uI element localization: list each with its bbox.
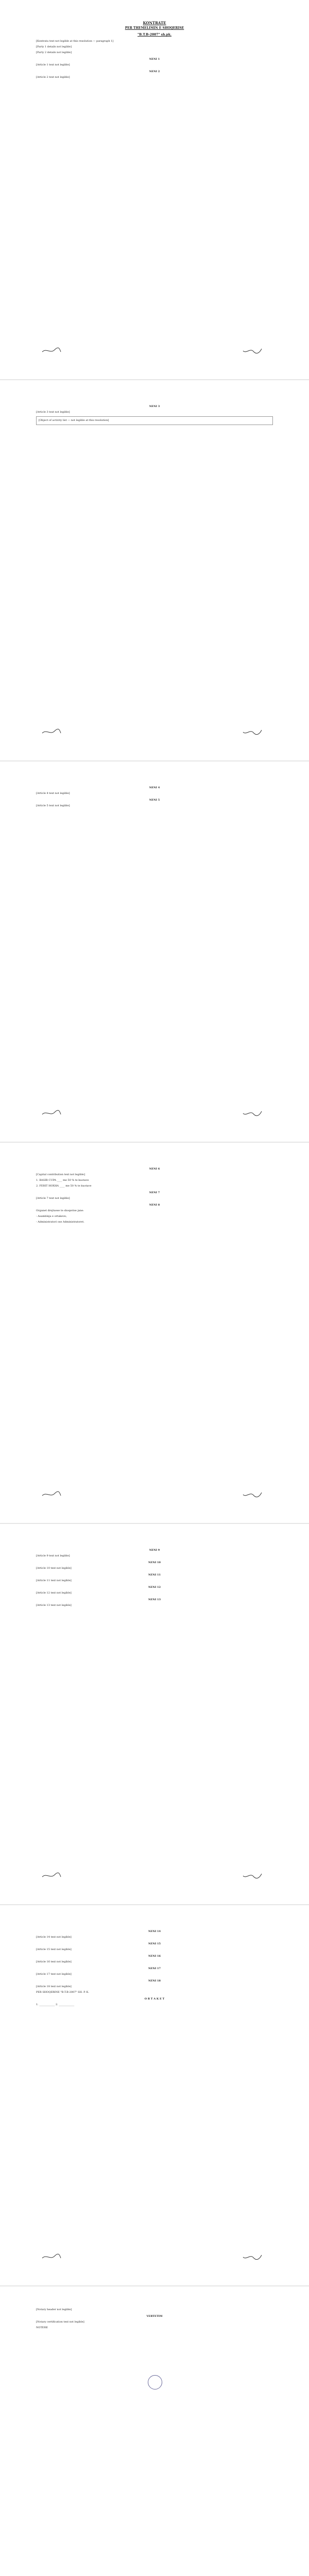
document-page xyxy=(0,0,309,377)
page-content xyxy=(36,1164,273,1226)
signature-mark xyxy=(242,1490,263,1497)
paragraph: [Article 1 text not legible] xyxy=(36,63,70,66)
paragraph: [Article 17 text not legible] xyxy=(36,1973,72,1976)
paragraph: [Article 14 text not legible] xyxy=(36,1936,72,1939)
paragraph: [Article 18 text not legible] xyxy=(36,1985,72,1988)
paragraph: [Capital contribution text not legible] xyxy=(36,1173,85,1176)
article-heading: NENI 10 xyxy=(148,1561,161,1564)
page-content xyxy=(36,21,273,81)
signature-mark xyxy=(41,346,62,353)
paragraph: [Article 10 text not legible] xyxy=(36,1567,72,1570)
document-subtitle: PER THEMELIMIN E SHOQERISE xyxy=(125,26,184,30)
article-heading: NENI 3 xyxy=(149,405,160,408)
signature-mark xyxy=(242,346,263,353)
document-page xyxy=(0,1906,309,2283)
paragraph: [Object of activity list — not legible at this resolution] xyxy=(36,416,273,425)
article-heading: NENI 9 xyxy=(149,1549,160,1552)
paragraph: NOTERE xyxy=(36,2326,48,2329)
article-heading: O R T A K E T xyxy=(144,1997,165,2001)
page-content xyxy=(36,1546,273,1609)
page-separator xyxy=(0,2285,309,2286)
article-heading: NENI 12 xyxy=(148,1586,161,1589)
page-content xyxy=(36,783,273,810)
article-heading: NENI 14 xyxy=(148,1930,161,1933)
paragraph: [Article 13 text not legible] xyxy=(36,1604,72,1607)
page-content xyxy=(36,1927,273,2009)
paragraph: [Article 2 text not legible] xyxy=(36,76,70,79)
paragraph: [Kontrata text not legible at this resolution — paragraph 1] xyxy=(36,40,114,43)
paragraph: [Party 2 details not legible] xyxy=(36,51,72,54)
paragraph: [Article 7 text not legible] xyxy=(36,1197,70,1200)
paragraph: [Article 12 text not legible] xyxy=(36,1591,72,1595)
article-heading: NENI 7 xyxy=(149,1191,160,1194)
signature-mark xyxy=(41,1109,62,1116)
article-heading: VERTETIM xyxy=(146,2315,163,2318)
paragraph: [Article 5 text not legible] xyxy=(36,804,70,807)
page-separator xyxy=(0,1142,309,1143)
page-separator xyxy=(0,760,309,761)
article-heading: NENI 4 xyxy=(149,786,160,789)
paragraph: [Article 3 text not legible] xyxy=(36,411,70,414)
paragraph: [Article 4 text not legible] xyxy=(36,792,70,795)
article-heading: NENI 11 xyxy=(148,1573,161,1577)
paragraph: [Notary certification text not legible] xyxy=(36,2320,84,2324)
paragraph: [Article 15 text not legible] xyxy=(36,1948,72,1951)
signature-mark xyxy=(41,727,62,735)
company-name: "B.T.B-2007" sh.pk. xyxy=(138,33,171,37)
article-heading: NENI 13 xyxy=(148,1598,161,1601)
article-heading: NENI 15 xyxy=(148,1942,161,1945)
paragraph: 1. BASIR CUPA ____ me 50 % te kuotave xyxy=(36,1179,89,1182)
page-separator xyxy=(0,1523,309,1524)
paragraph: [Article 16 text not legible] xyxy=(36,1960,72,1963)
page-separator xyxy=(0,1904,309,1905)
paragraph: PER SHOQERINE "B.T.B-2007" SH. P. K. xyxy=(36,1991,89,1994)
notary-stamp-icon xyxy=(148,2375,162,2389)
signature-mark xyxy=(242,1871,263,1878)
paragraph: [Article 9 text not legible] xyxy=(36,1554,70,1557)
article-heading: NENI 17 xyxy=(148,1967,161,1970)
page-content xyxy=(36,2308,273,2332)
paragraph: 1. ____________ 2. ____________ xyxy=(36,2003,75,2006)
article-heading: NENI 1 xyxy=(149,58,160,61)
paragraph: 2. FERIT HOXHA ____ me 50 % te kuotave xyxy=(36,1184,92,1188)
page-separator xyxy=(0,379,309,380)
article-heading: NENI 18 xyxy=(148,1979,161,1982)
article-heading: NENI 2 xyxy=(149,70,160,73)
document-page xyxy=(0,1525,309,1902)
paragraph: - Asambleja e ortakeve; xyxy=(36,1215,67,1218)
document-page xyxy=(0,381,309,758)
document-page xyxy=(0,762,309,1140)
paragraph: [Article 11 text not legible] xyxy=(36,1579,72,1582)
paragraph: [Party 1 details not legible] xyxy=(36,45,72,48)
document-page xyxy=(0,1144,309,1521)
document-title: KONTRATE xyxy=(143,21,166,25)
signature-mark xyxy=(41,1871,62,1878)
paragraph: Organet drejtuese te shoqerise jane: xyxy=(36,1209,84,1212)
document-page xyxy=(0,2287,309,2576)
article-heading: NENI 5 xyxy=(149,799,160,802)
article-heading: NENI 16 xyxy=(148,1955,161,1958)
article-heading: NENI 6 xyxy=(149,1167,160,1171)
signature-mark xyxy=(41,1490,62,1497)
signature-mark xyxy=(41,2252,62,2260)
signature-mark xyxy=(242,1109,263,1116)
signature-mark xyxy=(242,2252,263,2260)
paragraph: - Administratori ose Administratoret. xyxy=(36,1221,84,1224)
page-content xyxy=(36,402,273,428)
signature-mark xyxy=(242,727,263,735)
paragraph: [Notary header not legible] xyxy=(36,2308,72,2311)
article-heading: NENI 8 xyxy=(149,1204,160,1207)
